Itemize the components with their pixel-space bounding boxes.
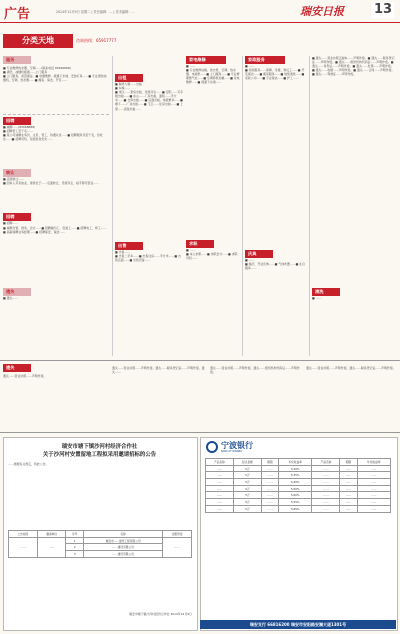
table-header: 产品名称 [206,459,234,466]
col3-filler: ■ 专业维修冰箱、洗衣机、空调、热水器、电视机……■ 上门服务……■ 专业修理燃气灶……■ 空调移机加氟……■ 家电维修……■ 疏通下水道…… [186,68,240,85]
bank-footer: 瑞安支行 66816200 瑞安市安阳路安澜大道1301号 [200,620,396,629]
table-cell: ……建设有限公司 [83,551,162,558]
column-4 [245,56,307,356]
table-row [206,492,391,499]
column-3 [186,56,240,356]
col1-filler: ■ 某公司诚聘业务员、文员、普工，待遇从优……■ 招聘服务员若干名，包吃住……■ 招聘司机，有经验者优先…… [3,133,103,142]
table-cell: …… [357,465,391,472]
table-cell: …… [261,505,278,512]
col2-filler: ■ 出售二手车……■ 出售住房……平方米……■ 出售店面……■ 出售设备…… [115,254,181,263]
table-header-row [206,459,391,466]
bank-name: 宁波银行 [221,441,253,450]
column-5 [312,56,396,356]
table-cell: …… [340,499,357,506]
col3-item: ■ …… [186,64,196,68]
col1-filler: ■ 诚聘仓管、财务、会计……■ 招聘缝纫工、包装工……■ 招聘电工、焊工……■ 高薪诚聘业务经理……■ 招聘保安、保洁…… [3,225,107,234]
table-cell: …… [312,499,340,506]
label-recruit: 招聘 [3,117,31,125]
col1-item: ■ 店面转让…… [3,177,24,182]
col5-filler: ■ 遗失……营业执照正副本……声明作废。■ 遗失……税务登记证……声明作废。■ 遗失……组织机构代码证……声明作废。■ 遗失……身份证……声明作废。■ 遗失……发票……声明作废。■ 遗失……收据……声明作废。■ 遗失……合同……声明作废。■ 遗失……驾驶证……声明作废。 [312,56,395,77]
table-cell: …… [261,479,278,486]
column-1 [3,56,109,356]
table-cell: …… [357,485,391,492]
table-cell: 5.60% [279,492,312,499]
table-cell: …… [340,465,357,472]
table-cell: 5.65% [279,505,312,512]
notice-title-1: 瑞安市塘下镇沙河村经济合作社 [61,444,138,450]
table-header: 产品名称 [312,459,340,466]
table-row [9,537,192,544]
table-cell: 5万 [233,499,261,506]
table-header: 序号 [66,531,84,538]
table-header: 年化收益率 [357,459,391,466]
table-cell: …… [261,499,278,506]
bottom-mid2-text: 遗失……营业执照……声明作废。遗失……组织机构代码证……声明作废。 [210,366,300,375]
col3-item: ■ …… [186,248,196,253]
table-cell: …… [9,537,38,557]
notice-footer: 瑞安市塘下镇沙河村经济合作社 2014年12月9日 [129,612,192,616]
table-cell: 瑞安市……建设工程有限公司 [83,537,162,544]
col4-filler: ■ 婚庆、开业庆典……■ 气球布置……■ 礼仪服务…… [245,262,306,271]
page-number: 13 [373,2,393,17]
table-row [206,479,391,486]
label-recruit-2: 招聘 [3,213,31,221]
table-cell: 5万 [233,472,261,479]
section-divider [0,432,400,433]
notice-title-2: 关于沙河村安置留地工程拟采用邀请招标的公告 [42,452,157,458]
table-cell: 5万 [233,465,261,472]
table-cell: 5.55% [279,499,312,506]
col1-item: ■ 专业维修热水器，空调……(联系电话 65926868) [3,66,71,70]
table-cell: ……建设有限公司 [83,544,162,551]
table-cell: …… [37,537,66,557]
table-cell: 5.50% [279,485,312,492]
col1-filler: ■ 因本人另有他业，现将位于……店面转让，设施齐全，接手即可营业…… [3,181,100,186]
table-cell: …… [340,479,357,486]
table-row [206,485,391,492]
table-row [206,465,391,472]
table-cell: 2 [66,544,84,551]
bottom-left-text: 遗失……营业执照……声明作废。 [3,374,47,378]
col1-item: ■ 招聘…… [3,221,19,226]
col1-filler: ■ 上门服务，质量保证。■ 电器维修、疏通下水道、安装灯具……■ 专业清洗油烟机、空调、热水器……■ 搬家、保洁、开荒…… [3,74,107,83]
table-cell: …… [312,479,340,486]
table-cell: …… [206,485,234,492]
column-divider [309,56,310,356]
section-title: 广告 [4,7,31,22]
column-divider [242,56,243,356]
table-cell: …… [340,485,357,492]
table-cell: …… [261,492,278,499]
col1-item: ■ 清洗、油烟机疏通……上门服务 [3,70,48,75]
table-cell: …… [312,472,340,479]
table-cell: …… [357,505,391,512]
table-cell: 5.35% [279,472,312,479]
col1-item: ■ 招聘普工若干名…… [3,129,33,134]
table-header: 年化收益率 [279,459,312,466]
table-cell: …… [312,505,340,512]
table-cell: …… [357,479,391,486]
newspaper-logo: 瑞安日报 [300,5,344,18]
banner-phone: 咨询热线：65917777 [76,38,117,43]
table-row [206,499,391,506]
bank-rate-table [205,458,391,513]
table-cell: …… [312,492,340,499]
bottom-mid-text: 遗失……营业执照……声明作废。遗失……税务登记证……声明作废。遗失…… [112,366,205,375]
table-row [206,505,391,512]
col2-item: ■ 出售…… [115,250,131,255]
label-rent: 出租 [115,74,143,82]
table-cell: …… [206,499,234,506]
table-cell: …… [312,485,340,492]
table-header: 注册资金 [163,531,192,538]
column-2 [115,74,183,356]
label-sale: 出售 [115,242,143,250]
col2-item: ■ 瑞祥大厦……出租 [115,82,142,86]
col2-filler: ■ 市区……套房出租，设施齐全……■ 安阳……写字楼出租……■ 东山……厂房出租，面积……平方米……■ 仓库出租……■ 店面出租，地段繁华……■ 塘下……厂房出租……■ 飞云……住房出租……■ 上望……店面出租…… [115,90,183,111]
table-cell: …… [340,492,357,499]
label-lost-bottom: 遗失 [3,364,31,372]
table-header: 邀请单位 [37,531,66,538]
table-cell: …… [206,479,234,486]
col4-filler: ■ 家政服务……保姆、月嫂、钟点工……■ 开荒保洁……■ 搬家服务……■ 地毯清洗……■ 家政公司……■ 专业保洁……■ 护工…… [245,68,305,81]
table-cell: 3 [66,551,84,558]
table-cell: …… [206,492,234,499]
label-lost: 遗失 [3,288,31,296]
table-cell: …… [261,485,278,492]
table-cell: …… [340,505,357,512]
table-cell: …… [206,465,234,472]
col1-item: ■ 诚聘……(65668888) [3,125,36,130]
bottom-right-text: 遗失……营业执照……声明作废。遗失……税务登记证……声明作废。 [306,366,396,370]
table-cell: …… [206,472,234,479]
label-celebration: 庆典 [245,250,273,258]
col3-filler: ■ 本人求职……■ 求职会计……■ 求职司机…… [186,252,238,261]
date-line: 2014年12月9日 星期二 | 责任编辑：... | 美术编辑：... [56,10,135,14]
col5-item: ■ …… [312,296,322,300]
table-header: 起点金额 [233,459,261,466]
col2-item: ■ 东城…… [115,86,131,91]
table-cell: 5万 [233,492,261,499]
col1-item: ■ 遗失…… [3,295,19,300]
table-cell: 5.40% [279,479,312,486]
table-cell: 5万 [233,485,261,492]
table-cell: …… [357,492,391,499]
table-row [206,472,391,479]
table-cell: …… [340,472,357,479]
bank-logo-icon [206,441,218,453]
classified-banner: 分类天地 [3,34,73,48]
label-housekeeping: 家政服务 [245,56,285,64]
col4-item: ■ …… [245,258,255,263]
table-cell: …… [357,499,391,506]
bank-name-en: BANK OF NINGBO [221,450,243,453]
table-cell: …… [261,465,278,472]
table-cell: 5万 [233,479,261,486]
label-appliance-repair: 家电维修 [186,56,226,64]
table-header: 公告标段 [9,531,38,538]
table-cell: …… [357,472,391,479]
table-header-row [9,531,192,538]
table-cell: 5万 [233,505,261,512]
table-cell: …… [312,465,340,472]
table-header: 期限 [340,459,357,466]
notice-body: ……根据有关规定，特此公告。 [8,462,49,466]
column-divider [112,56,113,356]
table-cell: …… [163,537,192,557]
separator [3,114,109,115]
notice-table [8,530,192,558]
table-cell: …… [206,505,234,512]
label-service: 服务 [3,56,31,64]
table-cell: …… [261,472,278,479]
section-divider [0,360,400,361]
table-cell: 5.20% [279,465,312,472]
table-cell: 1 [66,537,84,544]
label-cleaning: 清洗 [312,288,340,296]
table-header: 名称 [83,531,162,538]
label-job-seek: 求职 [186,240,214,248]
col4-item: ■ …… [245,64,255,68]
table-header: 期限 [261,459,278,466]
label-transfer: 转让 [3,169,31,177]
